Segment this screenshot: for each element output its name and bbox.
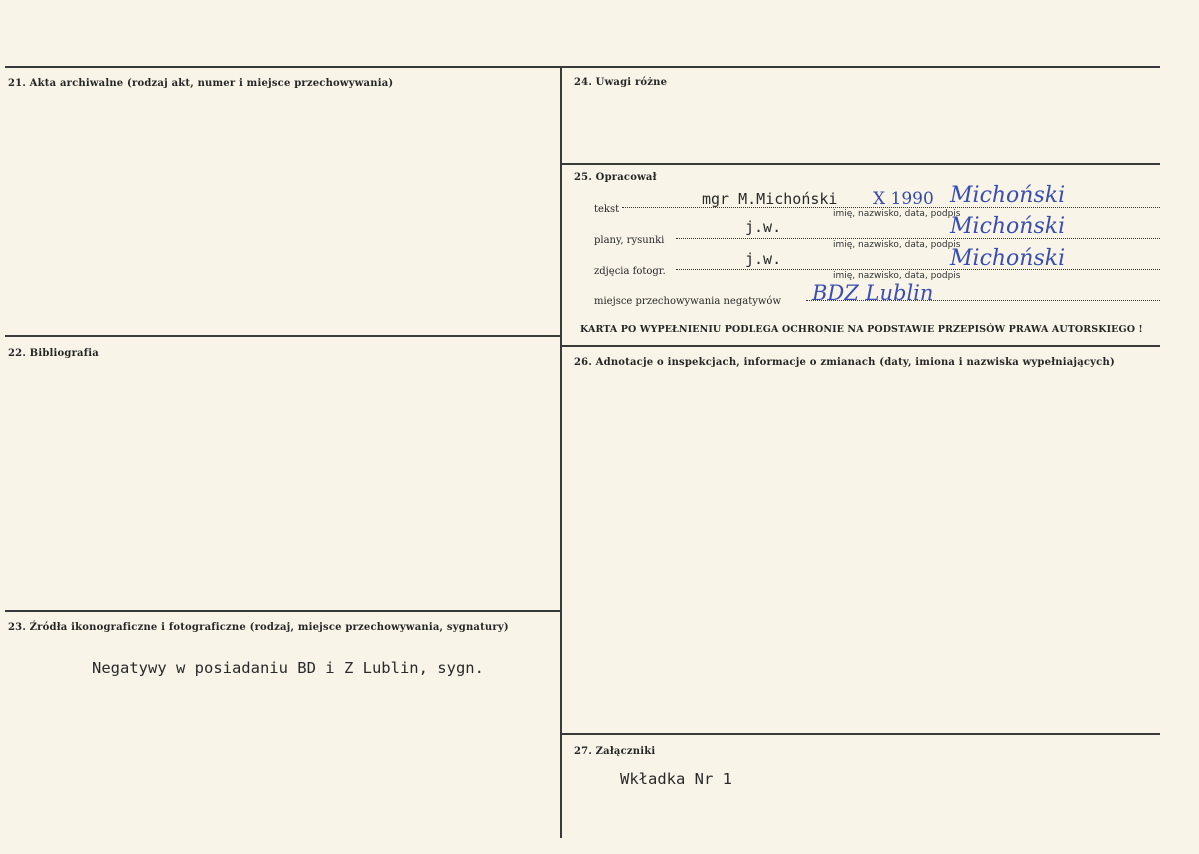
opracowal-row-zdjecia-signature: Michoński: [950, 246, 1066, 271]
right-divider-26-27: [561, 733, 1160, 735]
field-26-label: 26. Adnotacje o inspekcjach, informacje o zmianach (daty, imiona i nazwiska wypełniających): [574, 357, 1115, 368]
field-23-typed-value: Negatywy w posiadaniu BD i Z Lublin, sygn.: [92, 659, 484, 677]
opracowal-row-zdjecia-hint: imię, nazwisko, data, podpis: [833, 271, 961, 281]
negatives-location-value: BDZ Lublin: [812, 281, 934, 305]
negatives-location-label: miejsce przechowywania negatywów: [594, 296, 781, 307]
field-24-label: 24. Uwagi różne: [574, 77, 668, 88]
opracowal-row-plany-value: j.w.: [745, 218, 782, 236]
opracowal-row-tekst-hint: imię, nazwisko, data, podpis: [833, 209, 961, 219]
opracowal-row-zdjecia-label: zdjęcia fotogr.: [594, 266, 666, 277]
opracowal-row-tekst-date: X 1990: [873, 189, 934, 209]
right-divider-25-26: [561, 345, 1160, 347]
opracowal-row-zdjecia-dots: [676, 269, 1160, 270]
left-divider-22-23: [5, 610, 561, 612]
center-divider-line: [560, 66, 562, 838]
top-border-line: [5, 66, 1160, 68]
right-divider-24-25: [561, 163, 1160, 165]
field-27-label: 27. Załączniki: [574, 746, 656, 757]
opracowal-row-plany-dots: [676, 238, 1160, 239]
opracowal-row-tekst-value: mgr M.Michoński: [702, 190, 838, 208]
field-27-typed-value: Wkładka Nr 1: [620, 770, 732, 788]
field-25-label: 25. Opracował: [574, 172, 657, 183]
opracowal-row-zdjecia-value: j.w.: [745, 250, 782, 268]
opracowal-row-tekst-label: tekst: [594, 204, 620, 215]
field-22-label: 22. Bibliografia: [8, 348, 99, 359]
left-divider-21-22: [5, 335, 561, 337]
opracowal-row-plany-hint: imię, nazwisko, data, podpis: [833, 240, 961, 250]
opracowal-row-plany-label: plany, rysunki: [594, 235, 665, 246]
field-23-label: 23. Źródła ikonograficzne i fotograficzne (rodzaj, miejsce przechowywania, sygnatury): [8, 622, 509, 633]
opracowal-row-tekst-signature: Michoński: [950, 183, 1066, 208]
field-21-label: 21. Akta archiwalne (rodzaj akt, numer i miejsce przechowywania): [8, 78, 394, 89]
copyright-notice: KARTA PO WYPEŁNIENIU PODLEGA OCHRONIE NA PODSTAWIE PRZEPISÓW PRAWA AUTORSKIEGO !: [580, 324, 1143, 335]
opracowal-row-plany-signature: Michoński: [950, 214, 1066, 239]
